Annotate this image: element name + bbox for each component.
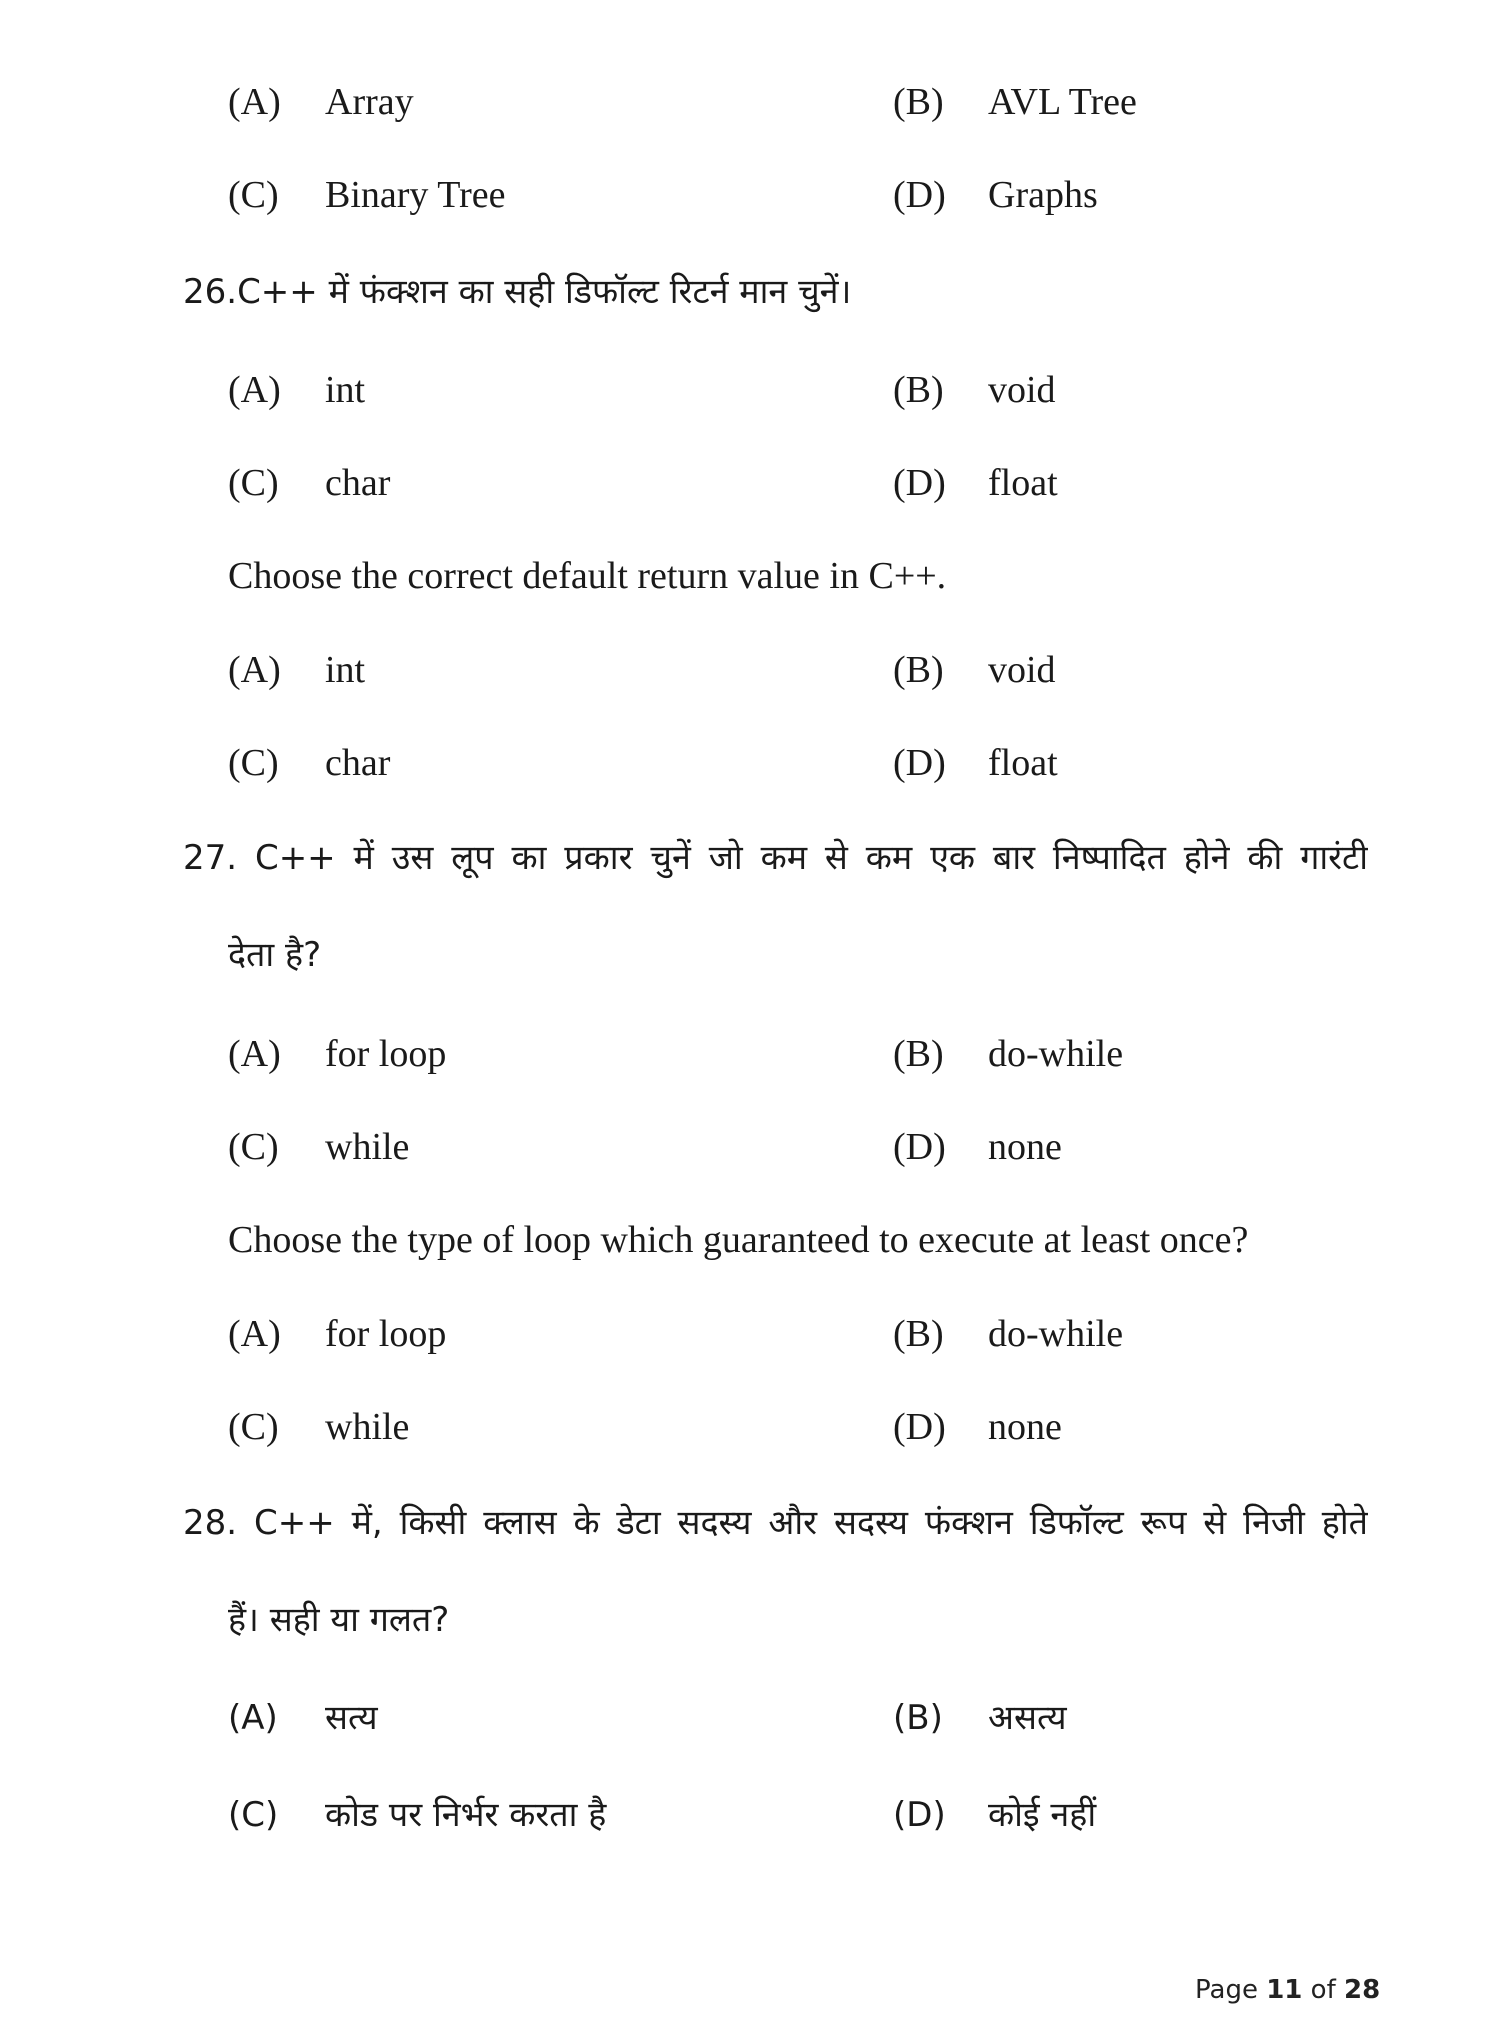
question-27-hindi-line-2: देता है? <box>228 935 322 975</box>
option-text: float <box>988 742 1058 784</box>
q26-hindi-options-row-1 <box>0 360 1505 420</box>
option-letter: (B) <box>893 649 944 691</box>
option-text: AVL Tree <box>988 81 1137 123</box>
option-text: none <box>988 1126 1062 1168</box>
option-letter: (A) <box>228 1698 278 1738</box>
option-letter: (D) <box>893 1795 946 1835</box>
total-pages: 28 <box>1344 1975 1381 2005</box>
q28-hindi-options-row-2 <box>0 1785 1505 1845</box>
question-28-hindi-line-2: हैं। सही या गलत? <box>228 1600 450 1640</box>
option-letter: (B) <box>893 1313 944 1355</box>
q28-hindi-options-row-1 <box>0 1688 1505 1748</box>
option-letter: (D) <box>893 174 946 216</box>
option-letter: (D) <box>893 1126 946 1168</box>
page-label-middle: of <box>1302 1975 1344 2005</box>
question-27-english: Choose the type of loop which guaranteed to execute at least once? <box>228 1219 1249 1261</box>
option-text: कोई नहीं <box>988 1795 1097 1835</box>
q27-english-options-row-1 <box>0 1304 1505 1364</box>
option-text: void <box>988 369 1056 411</box>
option-text: while <box>325 1406 410 1448</box>
option-text: Binary Tree <box>325 174 506 216</box>
option-text: असत्य <box>988 1698 1067 1738</box>
option-letter: (D) <box>893 462 946 504</box>
page-label-prefix: Page <box>1195 1975 1267 2005</box>
option-letter: (B) <box>893 1698 943 1738</box>
option-letter: (A) <box>228 369 281 411</box>
option-text: Array <box>325 81 414 123</box>
q27-hindi-options-row-2 <box>0 1117 1505 1177</box>
option-text: char <box>325 742 391 784</box>
option-letter: (C) <box>228 1126 279 1168</box>
option-letter: (B) <box>893 1033 944 1075</box>
q27-hindi-options-row-1 <box>0 1024 1505 1084</box>
option-text: कोड पर निर्भर करता है <box>325 1795 607 1835</box>
option-text: char <box>325 462 391 504</box>
option-letter: (D) <box>893 742 946 784</box>
option-letter: (A) <box>228 81 281 123</box>
option-text: for loop <box>325 1313 447 1355</box>
prev-options-row-2 <box>0 165 1505 225</box>
question-28-hindi-line-1: 28. C++ में, किसी क्लास के डेटा सदस्य और सदस्य फंक्शन डिफॉल्ट रूप से निजी होते <box>183 1503 1368 1543</box>
question-27-hindi-line-1: 27. C++ में उस लूप का प्रकार चुनें जो कम से कम एक बार निष्पादित होने की गारंटी <box>183 838 1368 878</box>
option-letter: (C) <box>228 1795 279 1835</box>
question-26-english: Choose the correct default return value in C++. <box>228 555 947 597</box>
option-letter: (C) <box>228 1406 279 1448</box>
option-text: do-while <box>988 1313 1124 1355</box>
prev-options-row-1 <box>0 72 1505 132</box>
option-text: Graphs <box>988 174 1098 216</box>
option-letter: (A) <box>228 1033 281 1075</box>
option-letter: (C) <box>228 174 279 216</box>
option-text: for loop <box>325 1033 447 1075</box>
option-text: int <box>325 369 366 411</box>
option-letter: (A) <box>228 649 281 691</box>
page-number <box>1195 1970 1381 2010</box>
q27-english-options-row-2 <box>0 1397 1505 1457</box>
current-page: 11 <box>1266 1975 1303 2005</box>
option-letter: (C) <box>228 742 279 784</box>
option-text: void <box>988 649 1056 691</box>
option-text: float <box>988 462 1058 504</box>
option-letter: (B) <box>893 81 944 123</box>
q26-english-options-row-2 <box>0 733 1505 793</box>
q26-hindi-options-row-2 <box>0 453 1505 513</box>
option-text: int <box>325 649 366 691</box>
option-text: while <box>325 1126 410 1168</box>
q26-english-options-row-1 <box>0 640 1505 700</box>
option-letter: (D) <box>893 1406 946 1448</box>
option-text: none <box>988 1406 1062 1448</box>
option-letter: (C) <box>228 462 279 504</box>
option-text: सत्य <box>325 1698 378 1738</box>
question-26-hindi: 26.C++ में फंक्शन का सही डिफॉल्ट रिटर्न मान चुनें। <box>183 272 852 312</box>
option-letter: (B) <box>893 369 944 411</box>
option-letter: (A) <box>228 1313 281 1355</box>
option-text: do-while <box>988 1033 1124 1075</box>
